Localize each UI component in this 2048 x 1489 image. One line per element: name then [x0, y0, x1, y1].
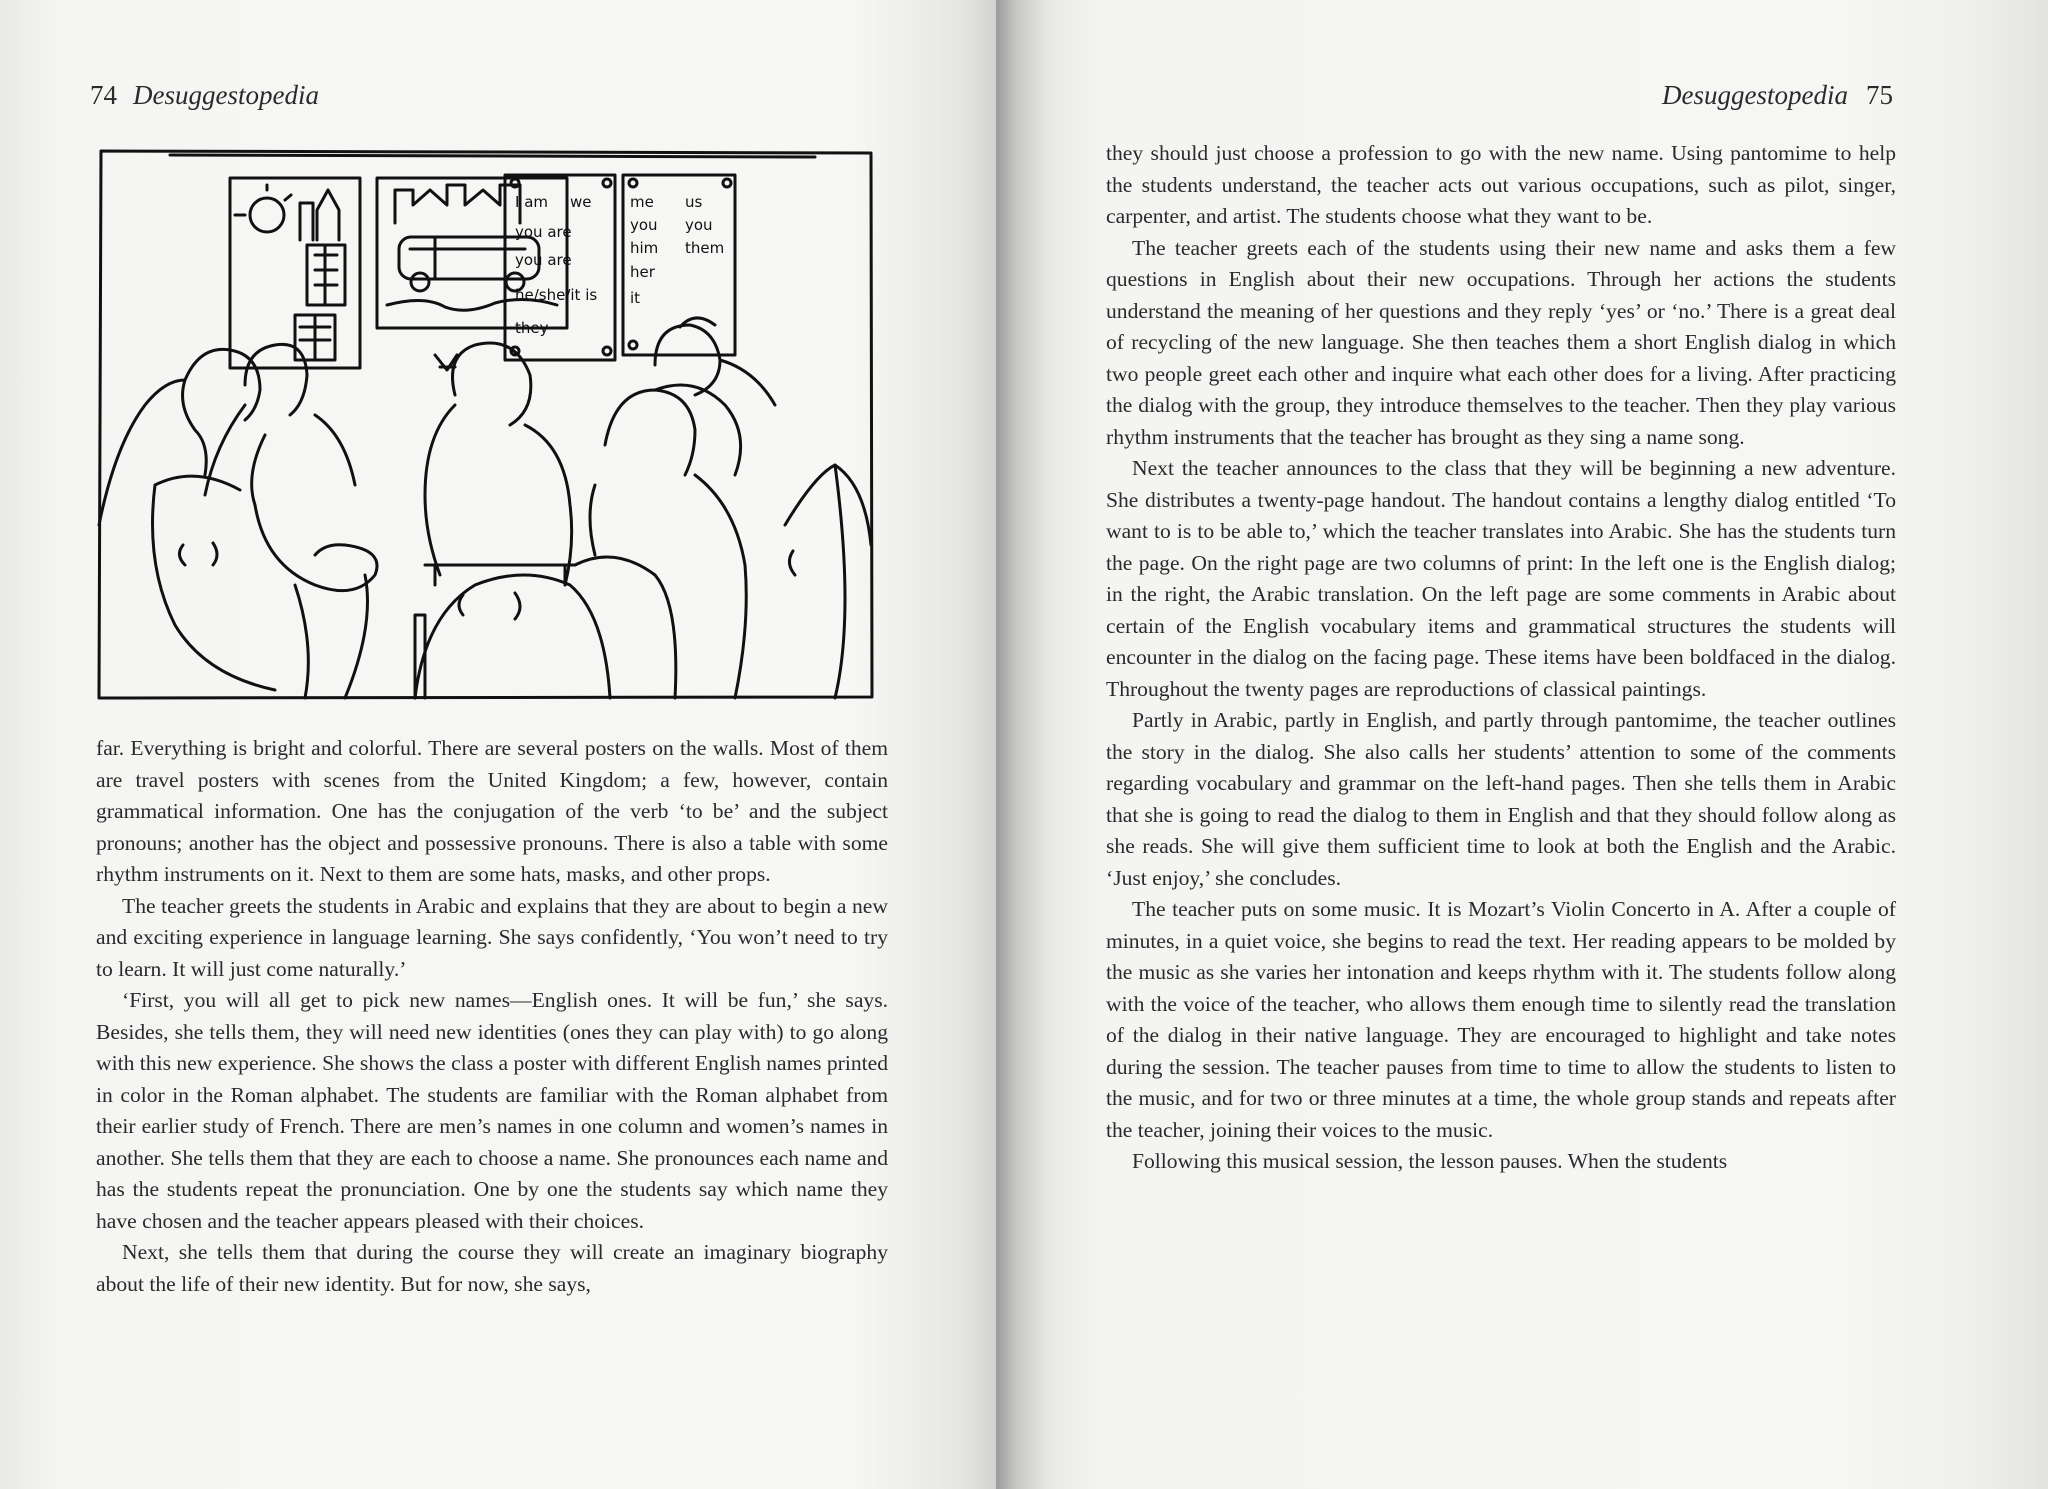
- poster-text-it: it: [630, 289, 641, 307]
- left-paragraph-4: Next, she tells them that during the course they will create an imaginary biography about the life of their new identity. But for now, she says,: [96, 1240, 888, 1296]
- right-running-title: Desuggestopedia: [1662, 80, 1848, 110]
- right-paragraph-4: Partly in Arabic, partly in English, and partly through pantomime, the teacher outlines the story in the dialog. She also calls her students’ attention to some of the comments regarding vocabulary and grammar on the left-hand pages. Then she tells them in Arabic that she is going to read the dialog to them in English and that they should follow along as she reads. She will give them sufficient time to look at both the English and the Arabic. ‘Just enjoy,’ she concludes.: [1106, 708, 1896, 890]
- poster-text-you-obj: you: [630, 216, 658, 234]
- poster-text-them: them: [685, 239, 725, 257]
- right-paragraph-3: Next the teacher announces to the class that they will be beginning a new adventure. She distributes a twenty-page handout. The handout contains a lengthy dialog entitled ‘To want to is to be able to,’ which the teacher translates into Arabic. She has the students turn the page. On the right page are two columns of print: In the left one is the English dialog; in the right, the Arabic translation. On the left page are some comments in Arabic about certain of the English vocabulary items and grammatical structures the students will encounter in the dialog on the facing page. These items have been boldfaced in the dialog. Throughout the twenty pages are reproductions of classical paintings.: [1106, 456, 1896, 701]
- right-paragraph-6: Following this musical session, the lesson pauses. When the students: [1132, 1149, 1728, 1173]
- poster-text-you-obj-2: you: [685, 216, 713, 234]
- right-page: [996, 0, 2048, 1489]
- poster-text-you-are-1: you are: [515, 223, 572, 241]
- left-paragraph-1: far. Everything is bright and colorful. There are several posters on the walls. Most of them are travel posters with scenes from the United Kingdom; a few, however, contain grammatical information. One has the conjugation of the verb ‘to be’ and the subject pronouns; another has the object and possessive pronouns. There is also a table with some rhythm instruments on it. Next to them are some hats, masks, and other props.: [96, 736, 888, 886]
- poster-text-they: they: [515, 319, 549, 337]
- right-paragraph-5: The teacher puts on some music. It is Mozart’s Violin Concerto in A. After a couple of minutes, in a quiet voice, she begins to read the text. Her reading appears to be molded by the music as she varies her intonation and keeps rhythm with it. The students follow along with the voice of the teacher, who allows them enough time to silently read the translation of the dialog in their native language. They are encouraged to highlight and take notes during the session. The teacher pauses from time to time to allow the students to listen to the music, and for two or three minutes at a time, the whole group stands and repeats after the teacher, joining their voices to the music.: [1106, 897, 1896, 1142]
- left-body-text: [96, 733, 888, 1300]
- right-running-head: [1662, 80, 1893, 111]
- right-paragraph-2: The teacher greets each of the students using their new name and asks them a few questions in English about their new occupations. Through her actions the students understand the meaning of her questions and they reply ‘yes’ or ‘no.’ There is a great deal of recycling of the new language. She then teaches them a short English dialog in which two people greet each other and inquire what each other does for a living. After practicing the dialog with the group, they introduce themselves to the teacher. Then they play various rhythm instruments that the teacher has brought as they sing a name song.: [1106, 235, 1896, 449]
- poster-text-we: we: [570, 193, 592, 211]
- poster-text-him: him: [630, 239, 659, 257]
- right-body-text: [1106, 138, 1896, 1178]
- poster-text-me: me: [630, 193, 654, 211]
- left-running-title: Desuggestopedia: [133, 80, 319, 110]
- left-paragraph-3: ‘First, you will all get to pick new names—English ones. It will be fun,’ she says. Besides, she tells them, they will need new identities (ones they can play with) to go along with this new experience. She shows the class a poster with different English names printed in color in the Roman alphabet. The students are familiar with the Roman alphabet from their earlier study of French. There are men’s names in one column and women’s names in another. She tells them that they are each to choose a name. She pronounces each name and has the students repeat the pronunciation. One by one the students say which name they have chosen and the teacher appears pleased with their choices.: [96, 988, 888, 1233]
- poster-text-us: us: [685, 193, 703, 211]
- poster-text-her: her: [630, 263, 655, 281]
- right-paragraph-1: they should just choose a profession to go with the new name. Using pantomime to help the students understand, the teacher acts out various occupations, such as pilot, singer, carpenter, and artist. The students choose what they want to be.: [1106, 141, 1896, 228]
- right-page-number: 75: [1866, 80, 1893, 110]
- poster-text-he-she-it-is: he/she/it is: [515, 286, 598, 304]
- poster-text-i-am: I am: [515, 193, 548, 211]
- left-paragraph-2: The teacher greets the students in Arabic and explains that they are about to begin a new and exciting experience in language learning. She says confidently, ‘You won’t need to try to learn. It will just come naturally.’: [96, 893, 888, 981]
- left-page-number: 74: [90, 80, 117, 110]
- poster-text-you-are-2: you are: [515, 251, 572, 269]
- left-page: [0, 0, 1000, 1489]
- left-running-head: [90, 80, 319, 111]
- classroom-illustration: [95, 145, 877, 703]
